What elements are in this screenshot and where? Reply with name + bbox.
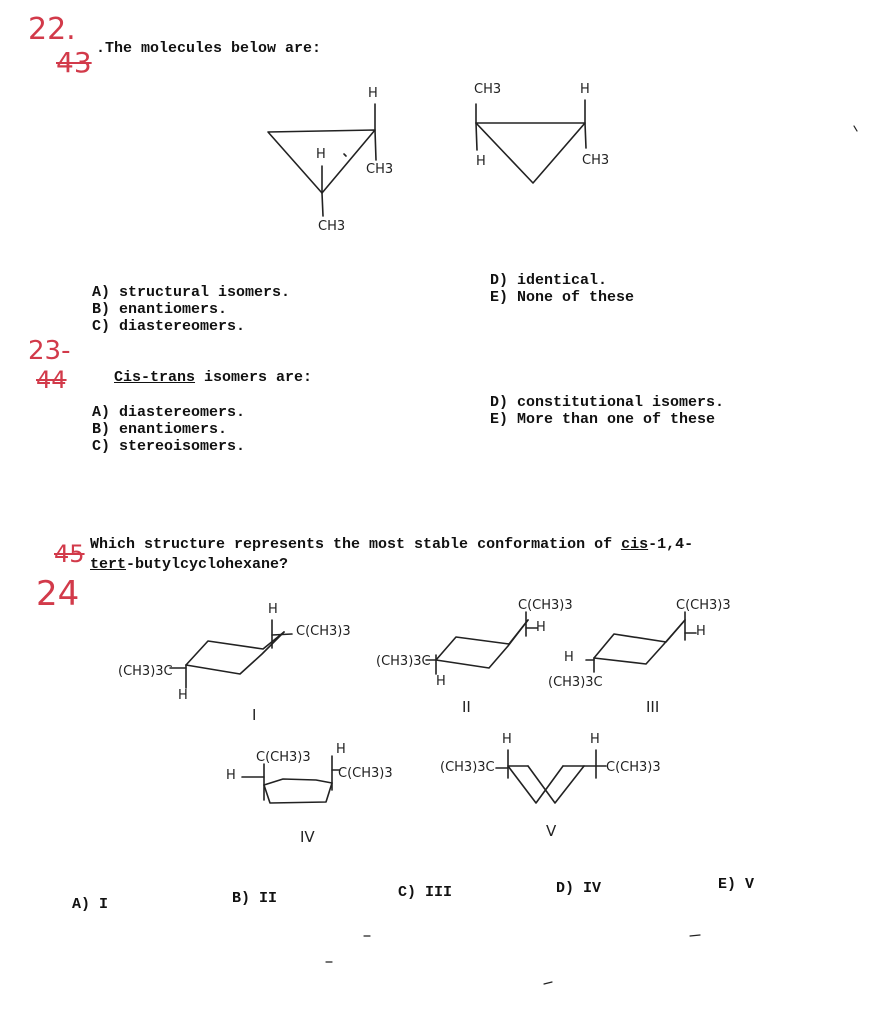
q2-cis-trans: Cis-trans (114, 369, 196, 386)
q2-option-a[interactable]: A) diastereomers. (92, 404, 246, 421)
q2-option-d[interactable]: D) constitutional isomers. (490, 394, 725, 411)
chair-ii (426, 612, 537, 674)
q2-option-c[interactable]: C) stereoisomers. (92, 438, 246, 455)
q1-option-c[interactable]: C) diastereomers. (92, 318, 246, 335)
s5-h-left: H (502, 732, 512, 747)
mol1-ring (268, 104, 376, 216)
q3-answer-e[interactable]: E) V (718, 876, 755, 893)
mol2-ring (476, 100, 586, 183)
s2-tbu-left: (CH3)3C (376, 654, 431, 669)
s1-bottom-h: H (178, 688, 188, 703)
q2-option-b[interactable]: B) enantiomers. (92, 421, 228, 438)
s5-tbu-right: C(CH3)3 (606, 760, 661, 775)
q3-answer-c[interactable]: C) III (398, 884, 453, 901)
s1-tbu-left: (CH3)3C (118, 664, 173, 679)
q3-prompt-text-a: Which structure represents the most stable conformation of (90, 536, 622, 553)
q3-prompt-text-c: -butylcyclohexane? (126, 556, 289, 573)
mol2-top-h: H (580, 82, 590, 97)
s1-top-h: H (268, 602, 278, 617)
annotation-struck-45: 45 (54, 540, 85, 568)
s2-roman: II (462, 698, 471, 716)
annotation-corrected-24: 24 (36, 574, 80, 614)
s4-h-left: H (226, 768, 236, 783)
annotation-corrected-22: 22. (28, 12, 76, 47)
twist-v (496, 750, 606, 803)
s4-roman: IV (300, 828, 315, 846)
q3-tert: tert (90, 556, 127, 573)
s5-roman: V (546, 822, 557, 840)
chair-iii (586, 612, 696, 672)
q1-option-e[interactable]: E) None of these (490, 289, 635, 306)
s1-tbu-right: C(CH3)3 (296, 624, 351, 639)
s3-roman: III (646, 698, 660, 716)
s4-h-top: H (336, 742, 346, 757)
scan-specks (326, 126, 857, 984)
boat-iv (242, 756, 340, 803)
annotation-corrected-23: 23- (28, 336, 71, 366)
annotation-struck-43: 43 (56, 46, 92, 79)
mol2-top-ch3: CH3 (474, 82, 502, 97)
s3-h-left: H (564, 650, 574, 665)
q2-option-e[interactable]: E) More than one of these (490, 411, 716, 428)
s4-tbu-left: C(CH3)3 (256, 750, 311, 765)
q3-answer-b[interactable]: B) II (232, 890, 278, 907)
q1-option-a[interactable]: A) structural isomers. (92, 284, 291, 301)
mol1-bottom-ch3: CH3 (318, 219, 346, 234)
annotation-struck-44: 44 (36, 366, 67, 394)
s1-roman: I (252, 706, 257, 724)
mol2-right-ch3: CH3 (582, 153, 610, 168)
s2-h-right: H (536, 620, 546, 635)
mol1-top-h: H (368, 86, 378, 101)
s3-h-right: H (696, 624, 706, 639)
q3-answer-d[interactable]: D) IV (556, 880, 602, 897)
question-1-prompt: .The molecules below are: (96, 40, 322, 57)
q2-prompt-rest: isomers are: (195, 369, 313, 386)
s5-tbu-left: (CH3)3C (440, 760, 495, 775)
s2-tbu-top: C(CH3)3 (518, 598, 573, 613)
s4-tbu-right: C(CH3)3 (338, 766, 393, 781)
s3-tbu-bottom: (CH3)3C (548, 675, 603, 690)
mol1-right-ch3: CH3 (366, 162, 394, 177)
q3-answer-a[interactable]: A) I (72, 896, 109, 913)
mol2-left-h: H (476, 154, 486, 169)
mol1-inner-h: H (316, 147, 326, 162)
q1-option-b[interactable]: B) enantiomers. (92, 301, 228, 318)
s2-bottom-h: H (436, 674, 446, 689)
q3-prompt-text-b: -1,4- (648, 536, 694, 553)
s3-tbu-top: C(CH3)3 (676, 598, 731, 613)
q3-cis: cis (621, 536, 649, 553)
chair-i (170, 620, 292, 688)
q1-option-d[interactable]: D) identical. (490, 272, 608, 289)
s5-h-right: H (590, 732, 600, 747)
